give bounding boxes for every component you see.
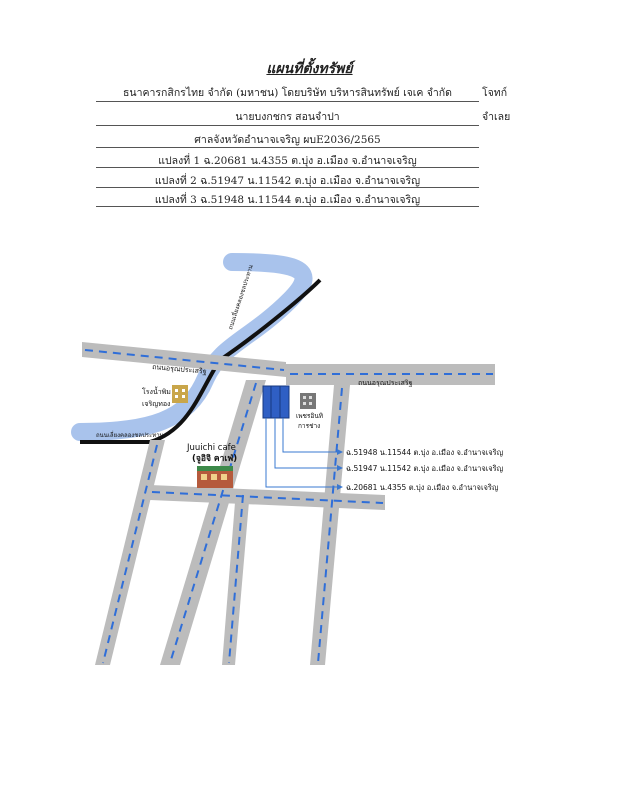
road-label-right: ถนนอรุณประเสริฐ [358,379,413,387]
callout-2: ฉ.51947 น.11542 ต.บุ่ง อ.เมือง จ.อำนาจเจริญ [346,464,504,473]
plaintiff-role: โจทก์ [482,87,508,99]
plaintiff-text: ธนาคารกสิกรไทย จำกัด (มหาชน) โดยบริษัท บริหารสินทรัพย์ เจเค จำกัด [123,87,452,99]
cafe-icon [197,466,233,488]
cafe-label-th: (จูอิจิ คาเฟ่) [192,454,238,464]
callout-1: ฉ.51948 น.11544 ต.บุ่ง อ.เมือง จ.อำนาจเจริญ [346,448,504,457]
office-sub-label: การช่าง [298,422,321,430]
court-case: ศาลจังหวัดอำนาจเจริญ ผบE2036/2565 [194,134,381,146]
road-label-lower: ถนนเลี่ยงคลองชลประทาน [96,432,164,439]
office-building-icon [300,393,316,409]
page-title: แผนที่ตั้งทรัพย์ [266,61,353,77]
road-label-diagonal: ถนนเลี่ยงคลองชลประทาน [227,264,255,331]
hotel-icon [172,385,188,403]
road-v-mid [222,490,250,665]
property-parcels [263,386,289,418]
callout-3: ฉ.20681 น.4355 ต.บุ่ง อ.เมือง จ.อำนาจเจริญ [346,483,499,492]
parcel-1: แปลงที่ 1 ฉ.20681 น.4355 ต.บุ่ง อ.เมือง จ.อำนาจเจริญ [158,155,417,167]
cafe-label-en: Juuichi cafe [187,443,236,453]
road-v-left [95,440,165,665]
defendant-text: นายบงกชกร สอนจำปา [235,111,340,123]
road-label-upper: ถนนอรุณประเสริฐ [151,363,207,376]
defendant-role: จำเลย [482,111,511,123]
hotel-sub-label: เจริญทอง [142,400,171,408]
office-label: เพชรอินทิ [296,412,324,420]
parcel-3: แปลงที่ 3 ฉ.51948 น.11544 ต.บุ่ง อ.เมือง จ.อำนาจเจริญ [154,194,421,206]
hotel-label: โรงน้ำพิม [142,388,171,396]
parcel-2: แปลงที่ 2 ฉ.51947 น.11542 ต.บุ่ง อ.เมือง จ.อำนาจเจริญ [154,175,421,187]
